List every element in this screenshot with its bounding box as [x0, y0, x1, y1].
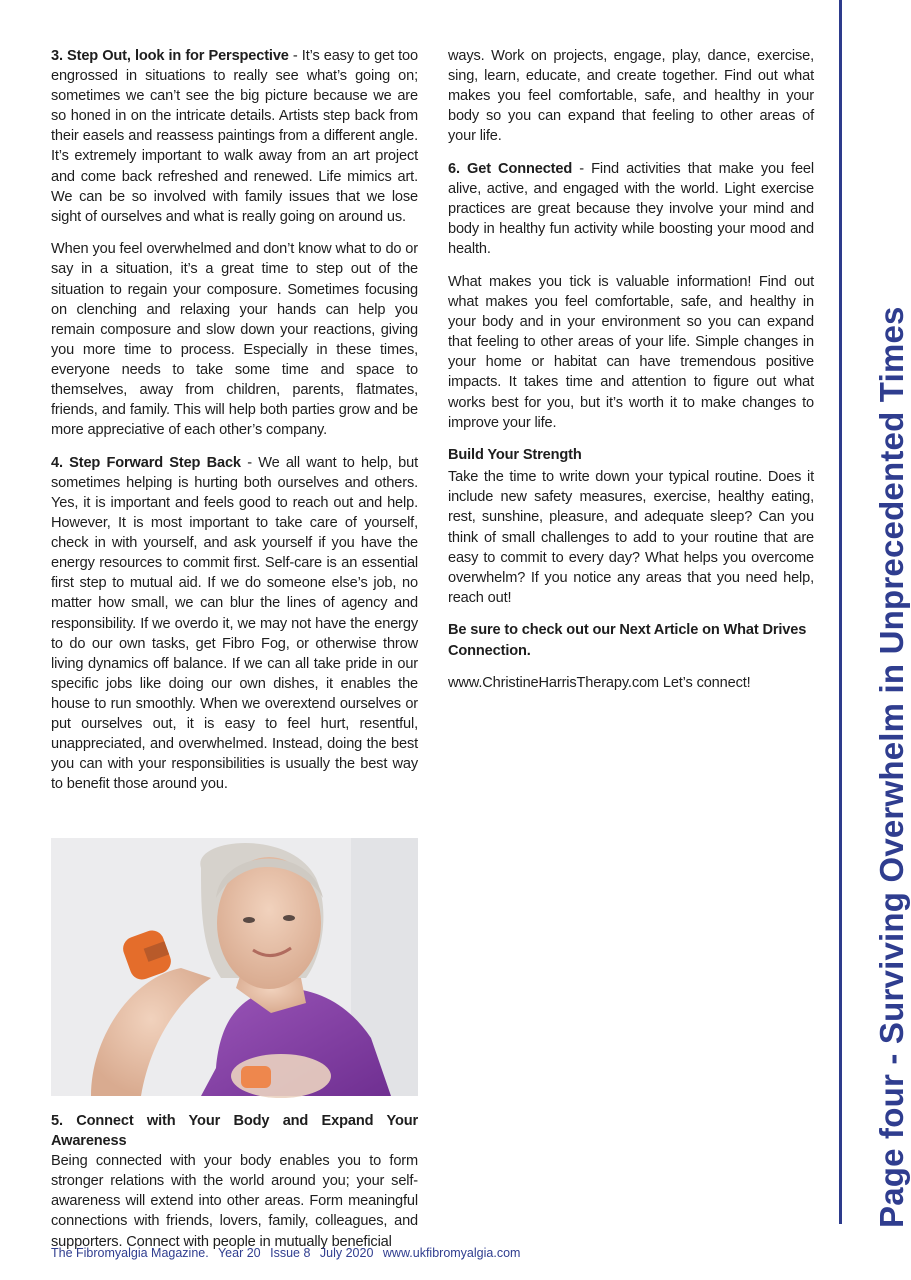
right-column [448, 46, 814, 706]
section-6-heading: 6. Get Connected [448, 160, 573, 177]
tick-paragraph: What makes you tick is valuable information! Find out what makes you feel comfortable, safe, and healthy in your body and in your environment so you can expand that feeling to other areas of your life. Simple changes in your home or habitat can have tremendous positive impacts. It takes time and attention to figure out what works best for you, but it’s worth it to make changes to improve your life. [448, 273, 814, 431]
next-article-note: Be sure to check out our Next Article on What Drives Connection. [448, 622, 807, 659]
footer-year: Year 20 [217, 1246, 261, 1260]
footer-date: July 2020 [319, 1246, 374, 1260]
build-strength-text: Take the time to write down your typical routine. Does it include new safety measures, exercise, healthy eating, rest, sunshine, pleasure, and adequate sleep? Can you think of small challenges to add to your routine that are easy to commit to every day? What helps you overcome overwhelm? If you notice any areas that you need help, reach out! [448, 469, 814, 606]
overwhelmed-paragraph: When you feel overwhelmed and don’t know what to do or say in a situation, it’s a great time to step out of the situation to regain your composure. Sometimes focusing on clenching and relaxing your hands can help you remain composure and slow down your reactions, giving you more time to process. Especially in these times, everyone needs to take some time and space to themselves, away from children, parents, flatmates, friends, and family. This will help both parties grow and be more appreciative of each other’s company. [51, 241, 418, 439]
page-footer [51, 1246, 526, 1260]
section-4-paragraph [51, 453, 418, 795]
exercise-photo [51, 838, 418, 1096]
footer-url[interactable]: www.ukfibromyalgia.com [382, 1246, 521, 1260]
left-column [51, 46, 418, 807]
section-5-text: Being connected with your body enables you to form stronger relations with the world around you; your self-awareness will extend into other areas. Form meaningful connections with friends, lovers, family, colleagues, and supporters. Connect with people in mutually beneficial [51, 1153, 418, 1250]
footer-issue: Issue 8 [270, 1246, 311, 1260]
vertical-page-title: Page four - Surviving Overwhelm in Unprecedented Times [873, 306, 910, 1228]
side-divider [839, 0, 842, 1224]
section-3-text: - It’s easy to get too engrossed in situations to really see what’s going on; sometimes we can’t see the big picture because we are so honed in on the intricate details. Artists step back from their easels and reassess paintings from a different angle. It’s extremely important to walk away from an art project and come back refreshed and renewed. Life mimics art. We can be so involved with family issues that we lose sight of ourselves and what is really going on around us. [51, 48, 418, 225]
build-strength-heading: Build Your Strength [448, 447, 582, 464]
section-4-heading: 4. Step Forward Step Back [51, 454, 241, 471]
woman-with-dumbbells-illustration [51, 838, 418, 1096]
section-3-paragraph [51, 46, 418, 227]
section-4-text: - We all want to help, but sometimes helping is hurting both ourselves and others. Yes, it is important and feels good to reach out and help. However, It is most important to take care of yourself, check in with yourself, and ask yourself if you have the energy resources to commit first. Self-care is an essential first step to mutual aid. If we do someone else’s job, no matter how small, we can blur the lines of agency and responsibility. If we overdo it, we may not have the energy to do our own tasks, get Fibro Fog, or otherwise throw living dynamics off balance. If we can all take pride in our specific jobs like doing our own dishes, it enables the house to run smoothly. When we overextend ourselves or put ourselves out, it is easy to feel hurt, resentful, unappreciated, and overwhelmed. Instead, doing the best you can with your responsibilities is usually the best way to benefit those around you. [51, 454, 418, 793]
section-6-paragraph [448, 159, 814, 259]
footer-magazine: The Fibromyalgia Magazine. [51, 1246, 209, 1260]
website-link[interactable]: www.ChristineHarrisTherapy.com Let’s connect! [448, 675, 751, 692]
section-5-heading: 5. Connect with Your Body and Expand Your Awareness [51, 1113, 418, 1150]
section-3-heading: 3. Step Out, look in for Perspective [51, 48, 289, 64]
section-6-text: - Find activities that make you feel alive, active, and engaged with the world. Light exercise practices are great because they involve your mind and body in healthy fun activity while boosting your mood and health. [448, 160, 814, 258]
continued-paragraph: ways. Work on projects, engage, play, dance, exercise, sing, learn, educate, and create together. Find out what makes you feel comfortable, safe, and healthy in your body so you can expand that feeling to other areas of your life. [448, 48, 814, 145]
section-5 [51, 1111, 418, 1252]
